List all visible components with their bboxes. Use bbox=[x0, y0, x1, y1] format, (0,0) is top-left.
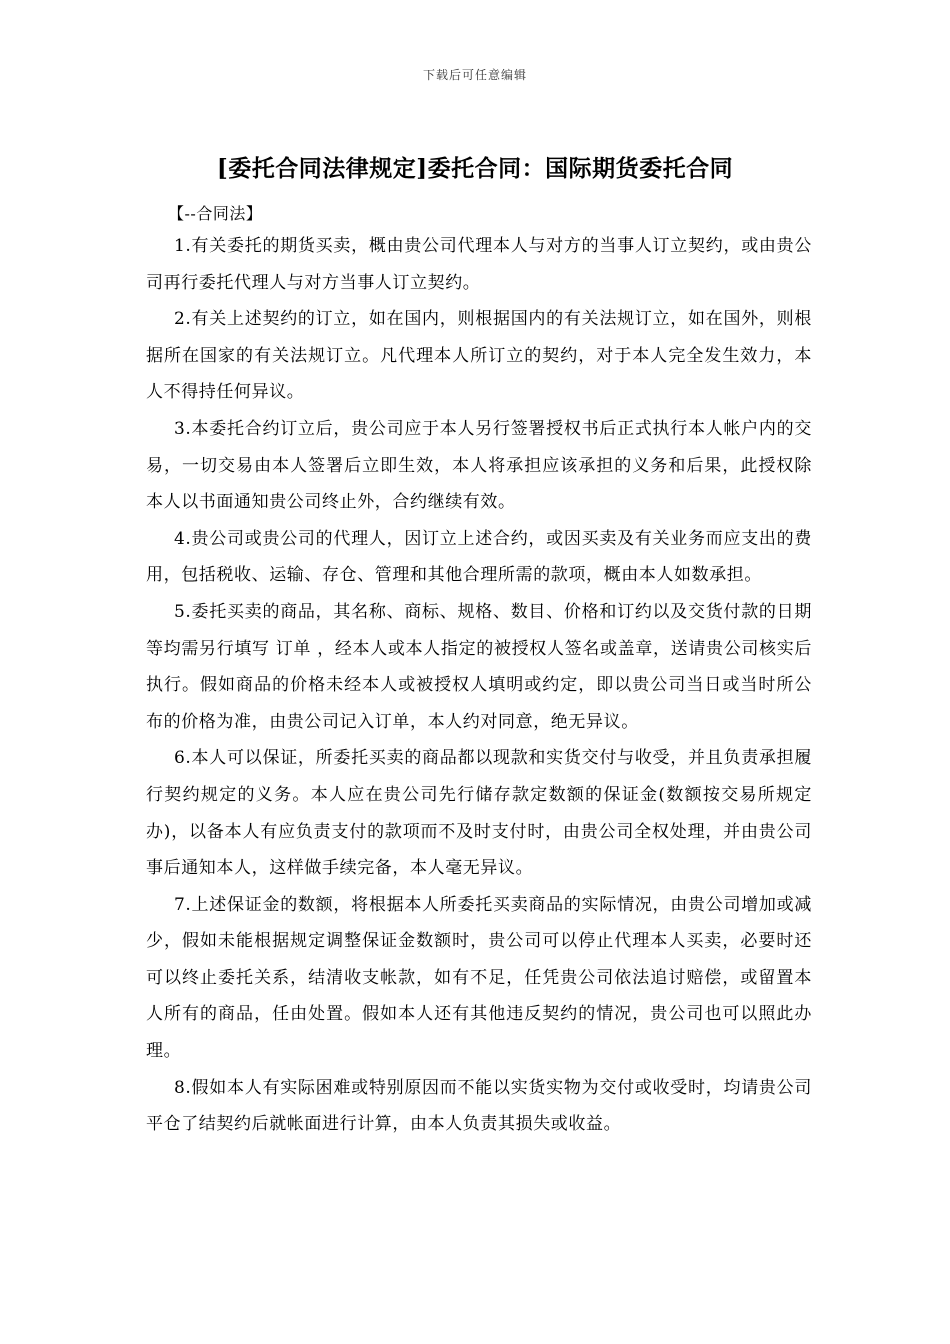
clause-7: 7.上述保证金的数额，将根据本人所委托买卖商品的实际情况，由贵公司增加或减少，假如未能根据规定调整保证金数额时，贵公司可以停止代理本人买卖，必要时还可以终止委托关系，结清收支帐款，如有不足，任凭贵公司依法追讨赔偿，或留置本人所有的商品，任由处置。假如本人还有其他违反契约的情况，贵公司也可以照此办理。 bbox=[146, 894, 812, 1062]
document-body bbox=[146, 228, 812, 1143]
clause-4: 4.贵公司或贵公司的代理人，因订立上述合约，或因买卖及有关业务而应支出的费用，包括税收、运输、存仓、管理和其他合理所需的款项，概由本人如数承担。 bbox=[146, 528, 812, 586]
header-note: 下载后可任意编辑 bbox=[422, 68, 527, 82]
clause-8: 8.假如本人有实际困难或特别原因而不能以实货实物为交付或收受时，均请贵公司平仓了结契约后就帐面进行计算，由本人负责其损失或收益。 bbox=[146, 1077, 812, 1135]
document-subtitle: 【--合同法】 bbox=[168, 204, 263, 223]
clause-1: 1.有关委托的期货买卖，概由贵公司代理本人与对方的当事人订立契约，或由贵公司再行委托代理人与对方当事人订立契约。 bbox=[146, 236, 812, 293]
clause-6: 6.本人可以保证，所委托买卖的商品都以现款和实货交付与收受，并且负责承担履行契约规定的义务。本人应在贵公司先行储存款定数额的保证金(数额按交易所规定办)，以备本人有应负责支付的款项而不及时支付时，由贵公司全权处理，并由贵公司事后通知本人，这样做手续完备，本人毫无异议。 bbox=[146, 748, 812, 879]
document-title: [委托合同法律规定]委托合同：国际期货委托合同 bbox=[216, 155, 734, 182]
clause-2: 2.有关上述契约的订立，如在国内，则根据国内的有关法规订立，如在国外，则根据所在国家的有关法规订立。凡代理本人所订立的契约，对于本人完全发生效力，本人不得持任何异议。 bbox=[146, 309, 812, 403]
clause-5: 5.委托买卖的商品，其名称、商标、规格、数目、价格和订约以及交货付款的日期等均需另行填写 订单 ，经本人或本人指定的被授权人签名或盖章，送请贵公司核实后执行。假如商品的价格未经本人或被授权人填明或约定，即以贵公司当日或当时所公布的价格为准，由贵公司记入订单，本人约对同意，绝无异议。 bbox=[146, 601, 812, 732]
clause-3: 3.本委托合约订立后，贵公司应于本人另行签署授权书后正式执行本人帐户内的交易，一切交易由本人签署后立即生效，本人将承担应该承担的义务和后果，此授权除本人以书面通知贵公司终止外，合约继续有效。 bbox=[146, 418, 812, 513]
